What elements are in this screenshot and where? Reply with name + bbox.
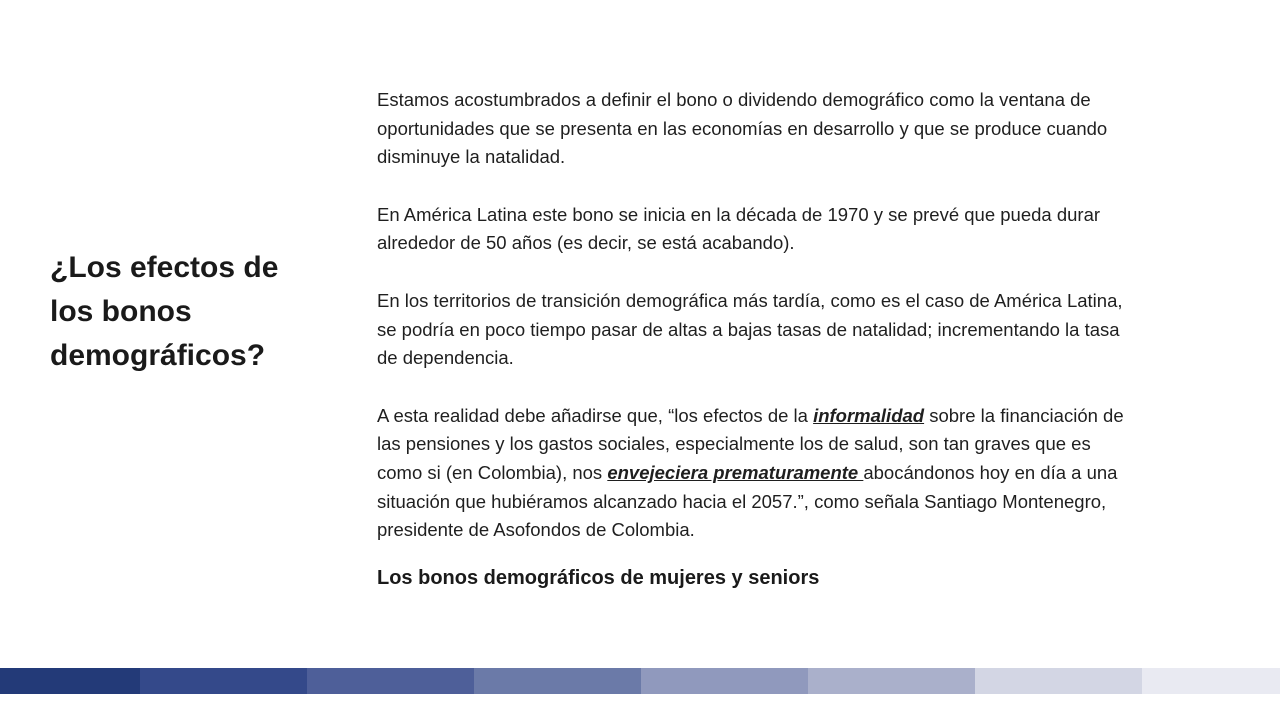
slide-body <box>377 86 1137 593</box>
emphasis-informalidad: informalidad <box>813 404 925 426</box>
paragraph-america-latina: En América Latina este bono se inicia en la década de 1970 y se prevé que pueda durar alrededor de 50 años (es decir, se está acabando). <box>377 203 1101 254</box>
footer-segment-5 <box>641 668 808 694</box>
slide-title: ¿Los efectos de los bonos demográficos? <box>50 251 279 372</box>
paragraph-informalidad-part3: abocándonos hoy en día a una situación que hubiéramos alcanzado hacia el 2057.”, como señala Santiago Montenegro, presidente de Asofondos de Colombia. <box>377 461 1118 541</box>
footer-segment-6 <box>808 668 975 694</box>
footer-segment-1 <box>0 668 140 694</box>
paragraph-informalidad-part2: sobre la financiación de las pensiones y los gastos sociales, especialmente los de salud, son tan graves que es como si (en Colombia), nos <box>377 404 1124 483</box>
footer-segment-2 <box>140 668 307 694</box>
section-subheading: Los bonos demográficos de mujeres y seniors <box>377 566 820 589</box>
footer-segment-7 <box>975 668 1142 694</box>
emphasis-envejeciera: envejeciera prematuramente <box>607 461 864 483</box>
footer-segment-4 <box>474 668 641 694</box>
footer-segment-3 <box>307 668 474 694</box>
footer-color-bar <box>0 668 1280 694</box>
paragraph-informalidad <box>377 402 1137 545</box>
paragraph-transicion: En los territorios de transición demográfica más tardía, como es el caso de América Latina, se podría en poco tiempo pasar de altas a bajas tasas de natalidad; incrementando la tasa de dependencia. <box>377 289 1123 369</box>
paragraph-bono-definition: Estamos acostumbrados a definir el bono o dividendo demográfico como la ventana de oportunidades que se presenta en las economías en desarrollo y que se produce cuando disminuye la natalidad. <box>377 89 1108 168</box>
footer-segment-8 <box>1142 668 1280 694</box>
paragraph-informalidad-part1: A esta realidad debe añadirse que, “los efectos de la <box>377 404 814 426</box>
